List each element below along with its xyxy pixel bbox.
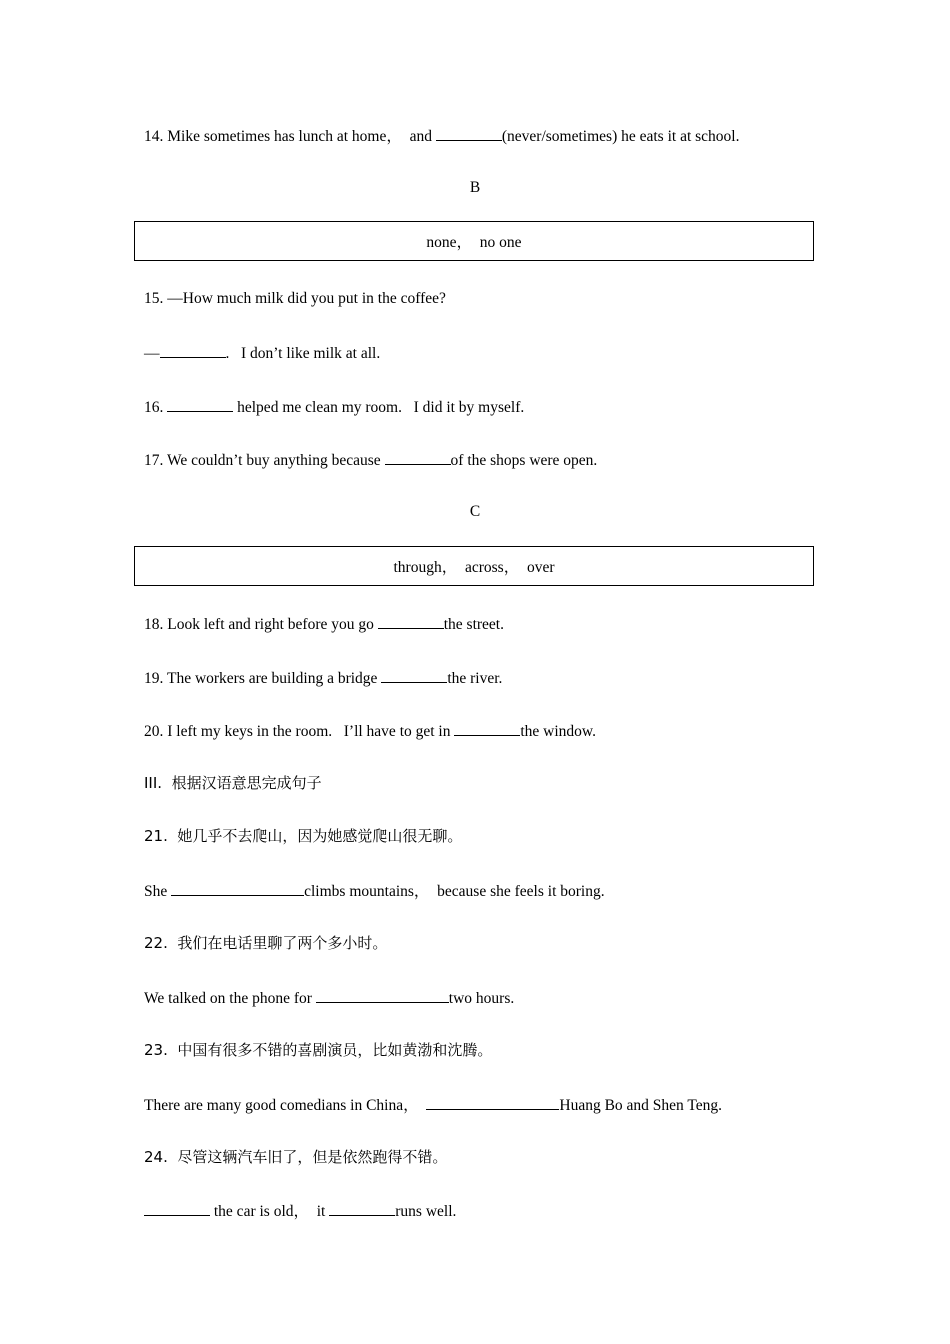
q19-answer-blank[interactable] bbox=[381, 667, 447, 683]
section-c-words: through， across， over bbox=[393, 559, 555, 576]
q24-answer-blank-2[interactable] bbox=[329, 1200, 395, 1216]
q24-answer-blank-1[interactable] bbox=[144, 1200, 210, 1216]
q24-text-middle: the car is old， it bbox=[210, 1203, 330, 1220]
q16-text-before: 16. bbox=[144, 399, 168, 416]
q18-text-before: 18. Look left and right before you go bbox=[144, 616, 378, 633]
q20-text-after: the window. bbox=[520, 723, 596, 740]
q20-answer-blank[interactable] bbox=[454, 720, 520, 736]
question-15-answer bbox=[144, 342, 380, 364]
q17-text-before: 17. We couldn’t buy anything because bbox=[144, 452, 385, 469]
q15-text-after: . I don’t like milk at all. bbox=[225, 345, 381, 362]
q15-answer-blank[interactable] bbox=[160, 342, 226, 358]
q14-answer-blank[interactable] bbox=[436, 125, 502, 141]
section-c-word-box bbox=[134, 546, 814, 586]
question-23-chinese: 23. 中国有很多不错的喜剧演员，比如黄渤和沈腾。 bbox=[144, 1041, 493, 1059]
q23-text-after: Huang Bo and Shen Teng. bbox=[559, 1097, 723, 1114]
q22-text-before: We talked on the phone for bbox=[144, 990, 316, 1007]
question-18 bbox=[144, 613, 504, 635]
q19-text-after: the river. bbox=[447, 670, 503, 687]
section-b-heading: B bbox=[469, 179, 481, 196]
q21-text-before: She bbox=[144, 883, 172, 900]
q22-answer-blank[interactable] bbox=[316, 987, 449, 1003]
section-b-word-box bbox=[134, 221, 814, 261]
question-19 bbox=[144, 667, 502, 689]
q15-text-before: — bbox=[144, 345, 160, 362]
question-17 bbox=[144, 449, 597, 471]
question-22-english bbox=[144, 987, 514, 1009]
q16-answer-blank[interactable] bbox=[167, 396, 233, 412]
q17-text-after: of the shops were open. bbox=[450, 452, 598, 469]
q23-answer-blank[interactable] bbox=[426, 1094, 559, 1110]
question-22-chinese: 22. 我们在电话里聊了两个多小时。 bbox=[144, 934, 388, 952]
question-21-chinese: 21. 她几乎不去爬山，因为她感觉爬山很无聊。 bbox=[144, 827, 463, 845]
section-c-heading: C bbox=[469, 503, 481, 520]
question-16 bbox=[144, 396, 524, 418]
question-21-english bbox=[144, 880, 605, 902]
question-24-english bbox=[144, 1200, 456, 1222]
q21-answer-blank[interactable] bbox=[171, 880, 304, 896]
q22-text-after: two hours. bbox=[448, 990, 515, 1007]
q18-text-after: the street. bbox=[443, 616, 504, 633]
q21-text-after: climbs mountains， because she feels it boring. bbox=[304, 883, 605, 900]
section-b-words: none， no one bbox=[426, 234, 522, 251]
q14-text-before: 14. Mike sometimes has lunch at home， and bbox=[144, 128, 436, 145]
question-14 bbox=[144, 125, 739, 147]
q17-answer-blank[interactable] bbox=[385, 449, 451, 465]
q18-answer-blank[interactable] bbox=[378, 613, 444, 629]
q16-text-after: helped me clean my room. I did it by myself. bbox=[233, 399, 525, 416]
q19-text-before: 19. The workers are building a bridge bbox=[144, 670, 382, 687]
question-15-prompt: 15. —How much milk did you put in the coffee? bbox=[144, 290, 446, 307]
question-23-english bbox=[144, 1094, 722, 1116]
part-3-title: III. 根据汉语意思完成句子 bbox=[144, 774, 322, 792]
question-24-chinese: 24. 尽管这辆汽车旧了，但是依然跑得不错。 bbox=[144, 1148, 448, 1166]
q24-text-after: runs well. bbox=[395, 1203, 457, 1220]
question-20 bbox=[144, 720, 596, 742]
q14-text-after: (never/sometimes) he eats it at school. bbox=[501, 128, 740, 145]
q23-text-before: There are many good comedians in China， bbox=[144, 1097, 427, 1114]
q20-text-before: 20. I left my keys in the room. I’ll have to get in bbox=[144, 723, 455, 740]
